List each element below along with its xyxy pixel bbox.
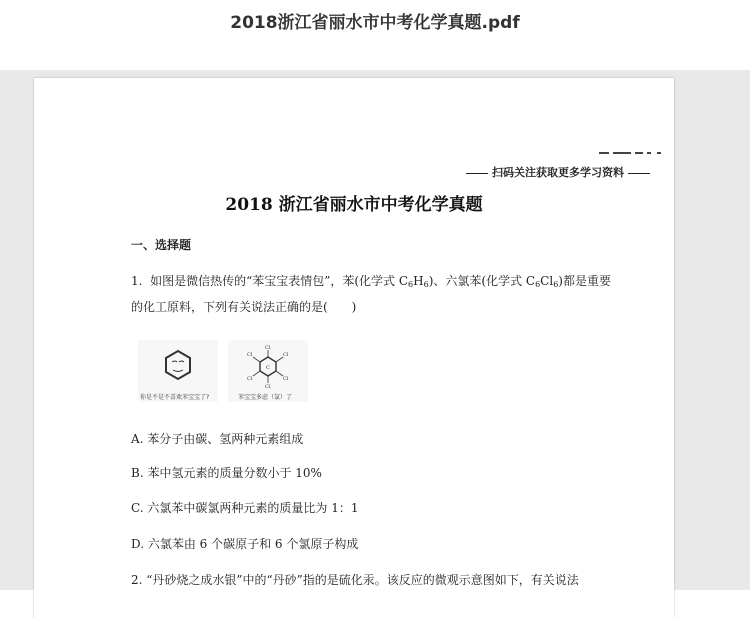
cl-label: Cl — [247, 352, 253, 358]
question-1-line-2: 的化工原料，下列有关说法正确的是( ) — [131, 300, 357, 314]
question-2-line-1: 2. “丹砂烧之成水银”中的“丹砂”指的是硫化汞。该反应的微观示意图如下，有关说法 — [131, 573, 579, 587]
viewer-toolbar — [0, 0, 750, 70]
document-title: 2018浙江省丽水市中考化学真题.pdf — [230, 13, 520, 33]
cl-label: Cl — [283, 376, 289, 382]
qr-prompt: 扫码关注获取更多学习资料 — [462, 164, 654, 180]
c-label: C — [266, 365, 270, 371]
figure-right-caption: 苯宝宝多虑（氯）了 — [238, 394, 293, 401]
qr-code-fragment — [599, 150, 663, 156]
option-b: B. 苯中氢元素的质量分数小于 10% — [131, 466, 322, 480]
benzene-meme-figure — [138, 340, 308, 402]
question-1-line-1: 1. 如图是微信热传的“苯宝宝表情包”，苯(化学式 $C_6H_6$)、六氯苯(化学式 $C_6Cl_6$)都是重要 — [131, 274, 611, 289]
figure-left-caption: 你是不是不喜欢苯宝宝了? — [140, 394, 210, 401]
pdf-page — [34, 78, 674, 618]
option-c: C. 六氯苯中碳氯两种元素的质量比为 1：1 — [131, 501, 359, 515]
option-a: A. 苯分子由碳、氢两种元素组成 — [131, 432, 304, 446]
option-d: D. 六氯苯由 6 个碳原子和 6 个氯原子构成 — [131, 537, 359, 551]
pdf-viewer[interactable] — [0, 70, 750, 590]
cl-label: Cl — [283, 352, 289, 358]
cl-label: Cl — [265, 345, 271, 351]
section-heading: 一、选择题 — [131, 238, 192, 252]
cl-label: Cl — [247, 376, 253, 382]
page-title: 2018 浙江省丽水市中考化学真题 — [225, 195, 483, 215]
cl-label: Cl — [265, 384, 271, 390]
